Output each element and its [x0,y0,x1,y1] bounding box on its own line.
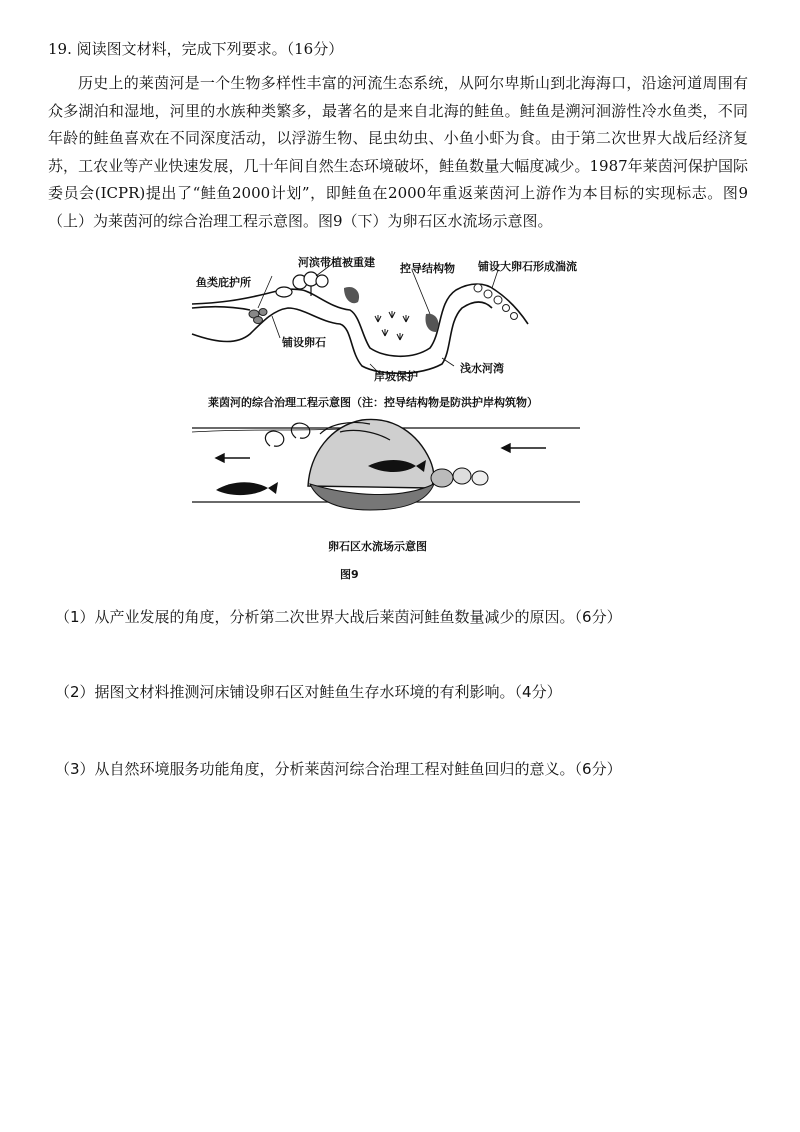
label-riparian-vegetation: 河滨带植被重建 [298,256,375,269]
subquestion-1: （1）从产业发展的角度，分析第二次世界大战后莱茵河鲑鱼数量减少的原因。（6分） [55,608,622,626]
figure-number: 图9 [340,568,359,581]
subquestion-2: （2）据图文材料推测河床铺设卵石区对鲑鱼生存水环境的有利影响。（4分） [55,683,562,701]
label-control-structure: 控导结构物 [400,262,455,275]
label-large-pebble-turbulence: 铺设大卵石形成湍流 [478,260,577,273]
subquestion-3: （3）从自然环境服务功能角度，分析莱茵河综合治理工程对鲑鱼回归的意义。（6分） [55,760,622,778]
bank-protection-patches [344,287,438,332]
lower-caption: 卵石区水流场示意图 [328,540,427,553]
label-pebble-laying: 铺设卵石 [282,336,326,349]
material-paragraph: 历史上的莱茵河是一个生物多样性丰富的河流生态系统，从阿尔卑斯山到北海海口，沿途河道周围有众多湖泊和湿地，河里的水族种类繁多，最著名的是来自北海的鲑鱼。鲑鱼是溯河洄游性冷水鱼类，不同年龄的鲑鱼喜欢在不同深度活动，以浮游生物、昆虫幼虫、小鱼小虾为食。由于第二次世界大战后经济复苏，工农业等产业快速发展，几十年间自然生态环境破坏，鲑鱼数量大幅度减少。1987年莱茵河保护国际委员会(ICPR)提出了“鲑鱼2000计划”，即鲑鱼在2000年重返莱茵河上游作为本目标的实现标志。图9（上）为莱茵河的综合治理工程示意图。图9（下）为卵石区水流场示意图。 [48,74,748,230]
question-title: 19. 阅读图文材料，完成下列要求。（16分） [48,40,344,58]
figure-9 [180,248,620,588]
label-bank-protection: 岸坡保护 [374,370,418,383]
aquatic-plants [375,311,409,340]
riparian-vegetation [276,272,328,297]
label-fish-shelter: 鱼类庇护所 [196,276,251,289]
flow-field-diagram [192,419,580,510]
label-shallow-bay: 浅水河湾 [460,362,504,375]
figure-9-drawing [180,248,620,588]
upper-caption: 莱茵河的综合治理工程示意图（注：控导结构物是防洪护岸构筑物） [208,396,538,409]
